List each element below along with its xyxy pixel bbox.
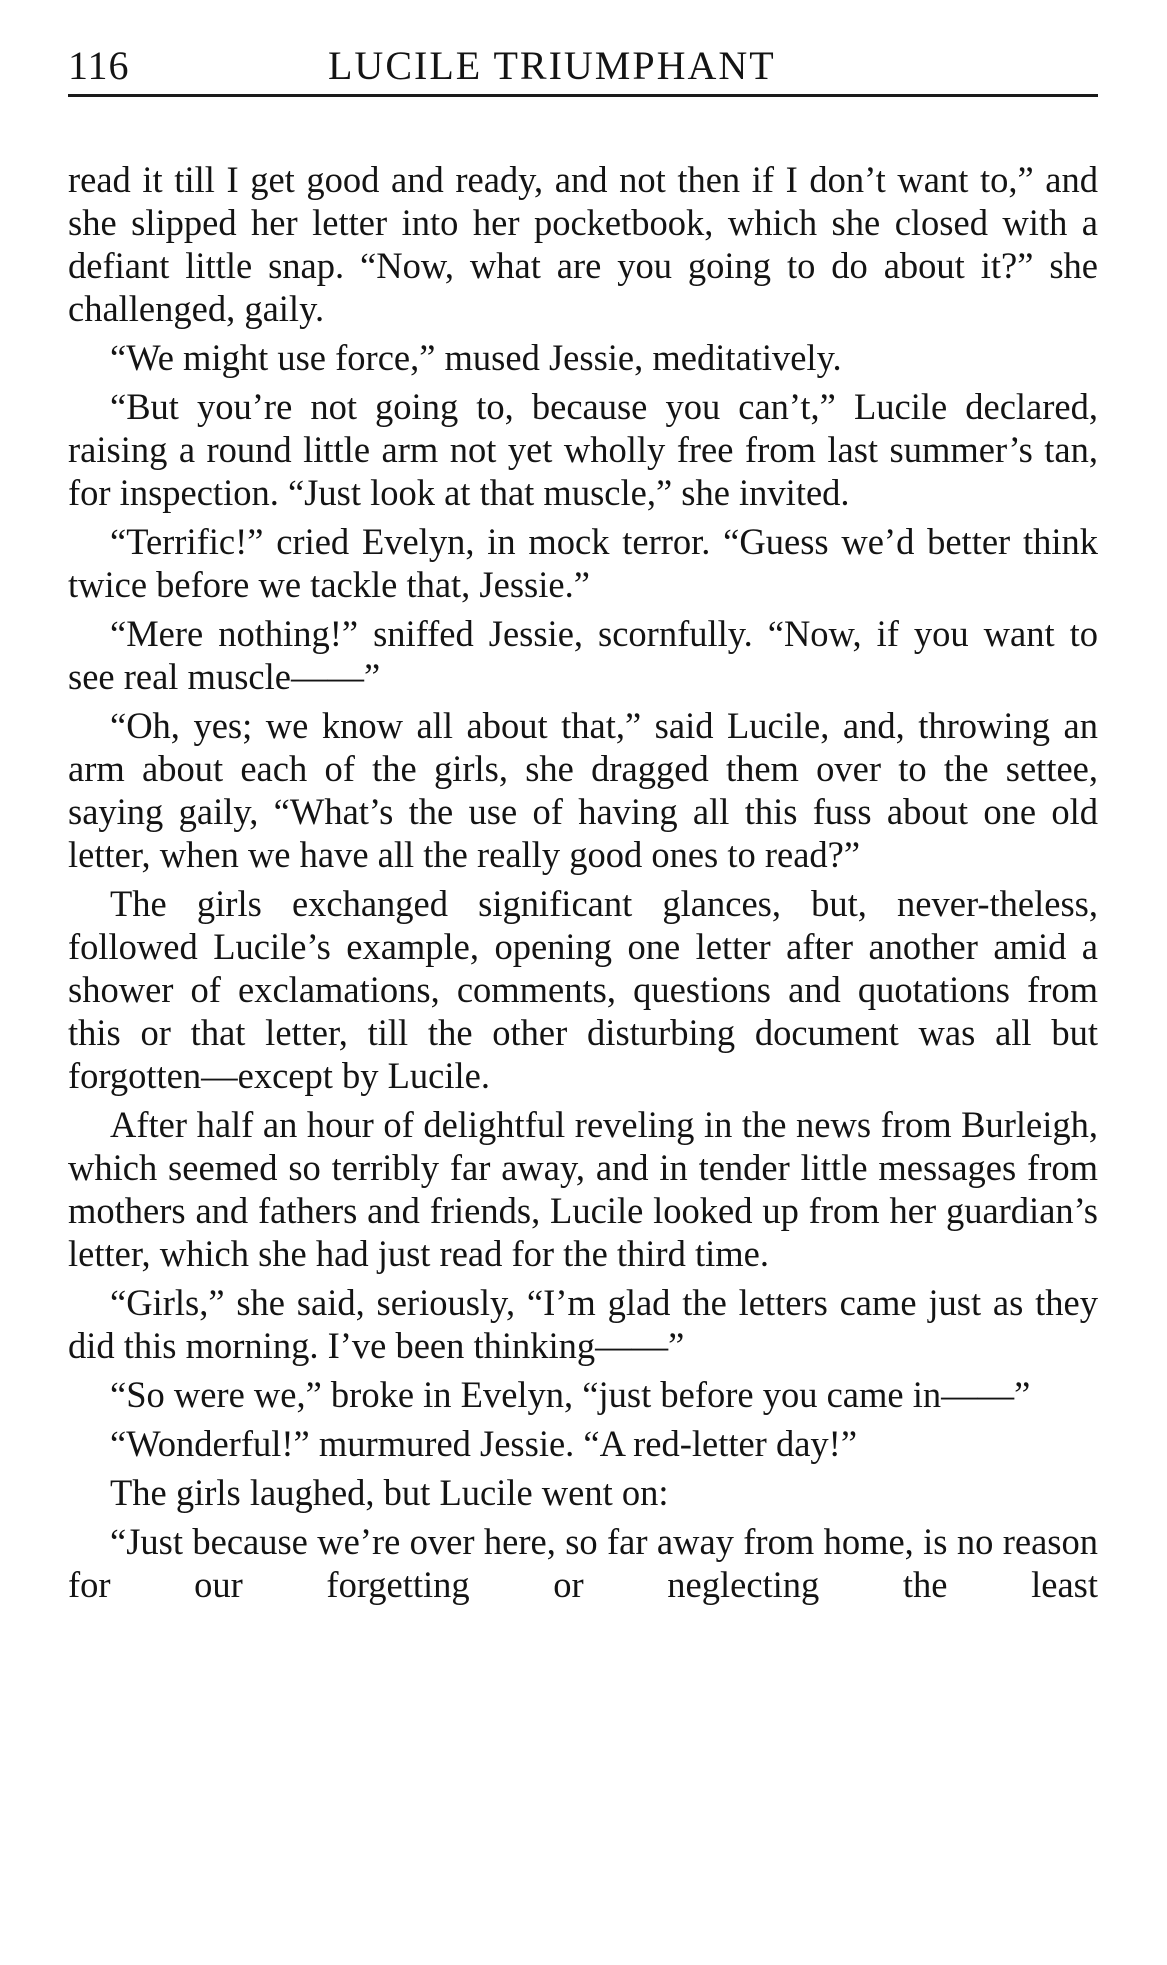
paragraph: “Wonderful!” murmured Jessie. “A red-letter day!”: [110, 1423, 858, 1464]
paragraph: The girls exchanged significant glances, but, never-theless, followed Lucile’s example, opening one letter after another amid a shower of exclamations, comments, questions and quotations from this or that letter, till the other disturbing document was all but forgotten—except by Lucile.: [68, 883, 1098, 1096]
paragraph: “We might use force,” mused Jessie, meditatively.: [110, 337, 842, 378]
paragraph: “Just because we’re over here, so far away from home, is no reason for our forgetting or neglecting the least: [68, 1521, 1098, 1605]
running-title: LUCILE TRIUMPHANT: [328, 43, 776, 88]
paragraph: “Girls,” she said, seriously, “I’m glad the letters came just as they did this morning. I’ve been thinking——”: [68, 1282, 1098, 1366]
paragraph: read it till I get good and ready, and not then if I don’t want to,” and she slipped her letter into her pocketbook, which she closed with a defiant little snap. “Now, what are you going to do about it?” she challenged, gaily.: [68, 159, 1098, 329]
paragraph: After half an hour of delightful reveling in the news from Burleigh, which seemed so terribly far away, and in tender little messages from mothers and fathers and friends, Lucile looked up from her guardian’s letter, which she had just read for the third time.: [68, 1104, 1098, 1274]
page-header: [68, 38, 1098, 97]
paragraph: “Mere nothing!” sniffed Jessie, scornfully. “Now, if you want to see real muscle——”: [68, 613, 1098, 697]
page-number: 116: [68, 43, 130, 88]
paragraph: The girls laughed, but Lucile went on:: [110, 1472, 669, 1513]
paragraph: “So were we,” broke in Evelyn, “just before you came in——”: [110, 1374, 1031, 1415]
body-text: [68, 158, 1098, 1612]
paragraph: “Oh, yes; we know all about that,” said Lucile, and, throwing an arm about each of the girls, she dragged them over to the settee, saying gaily, “What’s the use of having all this fuss about one old letter, when we have all the really good ones to read?”: [68, 705, 1098, 875]
paragraph: “But you’re not going to, because you can’t,” Lucile declared, raising a round little arm not yet wholly free from last summer’s tan, for inspection. “Just look at that muscle,” she invited.: [68, 386, 1098, 513]
paragraph: “Terrific!” cried Evelyn, in mock terror. “Guess we’d better think twice before we tackle that, Jessie.”: [68, 521, 1098, 605]
